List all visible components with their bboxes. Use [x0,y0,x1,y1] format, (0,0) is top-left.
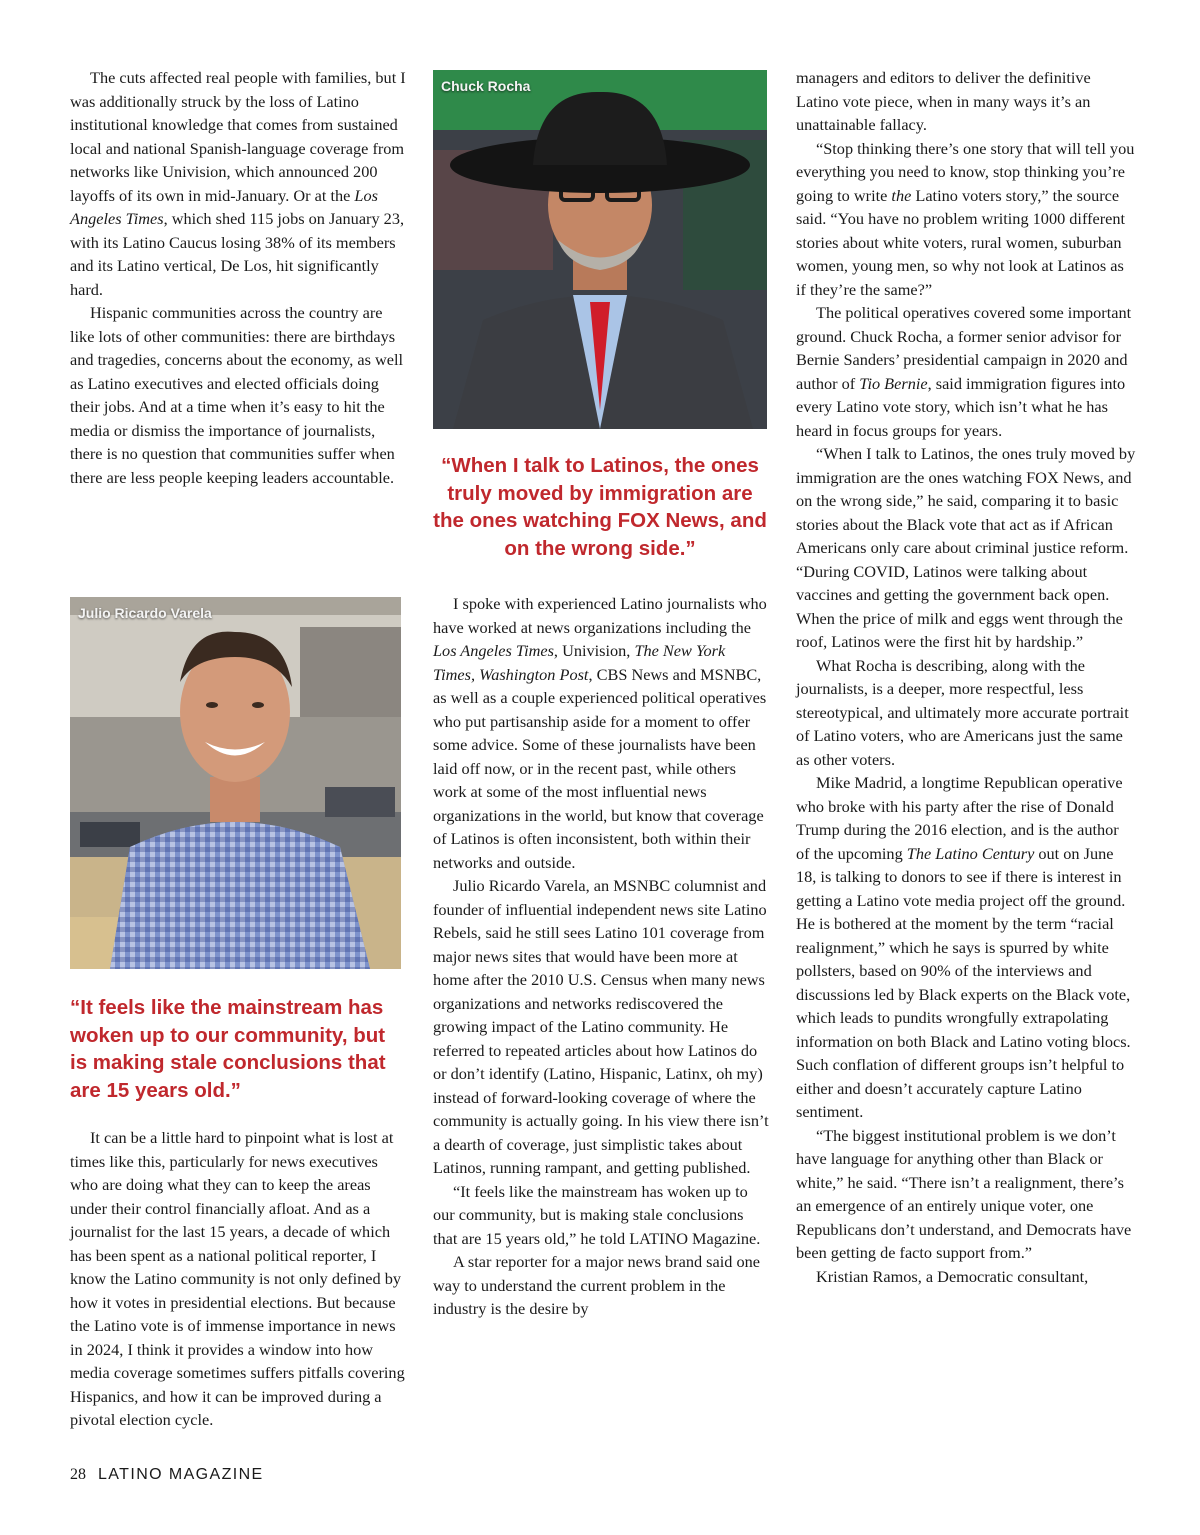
column-1-top-text [70,66,406,489]
paragraph: managers and editors to deliver the definitive Latino vote piece, when in many ways it’s an unattainable fallacy. [796,68,1091,134]
column-3-text [796,66,1136,1288]
paragraph: The political operatives covered some important ground. Chuck Rocha, a former senior advisor for Bernie Sanders’ presidential campaign in 2020 and author of Tio Bernie, said immigration figures into every Latino vote story, which isn’t what he has heard in focus groups for years. [796,303,1132,440]
rocha-portrait-image [433,70,767,429]
paragraph: I spoke with experienced Latino journalists who have worked at news organizations including the Los Angeles Times, Univision, The New York Times, Washington Post, CBS News and MSNBC, as well as a couple experienced political operatives who put partisanship aside for a moment to offer some advice. Some of these journalists have been laid off now, or in the recent past, while others work at some of the most influential news organizations in the world, but know that coverage of Latinos is often inconsistent, both within their networks and outside. [433,594,767,872]
paragraph: Hispanic communities across the country are like lots of other communities: there are birthdays and tragedies, concerns about the economy, as well as Latino executives and elected officials doing their jobs. And at a time when it’s easy to hit the media or dismiss the importance of journalists, there is no question that communities suffer when there are less people keeping leaders accountable. [70,303,404,487]
pull-quote-rocha: “When I talk to Latinos, the ones truly moved by immigration are the ones watching FOX News, and on the wrong side.” [433,454,767,560]
pull-quote-varela: “It feels like the mainstream has woken up to our community, but is making stale conclusions that are 15 years old.” [70,996,386,1102]
photo-chuck-rocha [433,70,767,429]
column-2-text [433,592,769,1321]
paragraph: Kristian Ramos, a Democratic consultant, [816,1266,1089,1286]
paragraph: “Stop thinking there’s one story that will tell you everything you need to know, stop thinking you’re going to write the Latino voters story,” the source said. “You have no problem writing 1000 different stories about white voters, rural women, suburban women, young men, so why not look at Latinos as if they’re the same?” [796,138,1135,299]
paragraph: The cuts affected real people with families, but I was additionally struck by the loss of Latino institutional knowledge that comes from sustained local and national Spanish-language coverage from networks like Univision, which announced 200 layoffs of its own in mid-January. Or at the Los Angeles Times, which shed 115 jobs on January 23, with its Latino Caucus losing 38% of its members and its Latino vertical, De Los, hit significantly hard. [70,68,406,299]
photo-caption: Julio Ricardo Varela [78,605,212,621]
varela-portrait-image [70,597,401,969]
paragraph: Mike Madrid, a longtime Republican operative who broke with his party after the rise of Donald Trump during the 2016 election, and is the author of the upcoming The Latino Century out on June 18, is talking to donors to see if there is interest in getting a Latino vote media project off the ground. He is bothered at the moment by the term “racial realignment,” which he says is spurred by white pollsters, based on 90% of the interviews and discussions led by Black experts on the Black vote, which leads to pundits wrongfully extrapolating information on both Black and Latino voting blocs. Such conflation of different groups isn’t helpful to either and doesn’t accurately capture Latino sentiment. [796,773,1131,1121]
photo-caption: Chuck Rocha [441,78,531,94]
paragraph: It can be a little hard to pinpoint what is lost at times like this, particularly for news executives who are doing what they can to keep the areas under their control financially afloat. And as a journalist for the last 15 years, a decade of which has been spent as a national political reporter, I know the Latino community is not only defined by how it votes in presidential elections. But because the Latino vote is of immense importance in news in 2024, I think it provides a window into how media coverage sometimes suffers pitfalls covering Hispanics, and how it can be improved during a pivotal election cycle. [70,1128,405,1429]
paragraph: What Rocha is describing, along with the journalists, is a deeper, more respectful, less stereotypical, and ultimately more accurate portrait of Latino voters, who are Americans just the same as other voters. [796,655,1129,769]
paragraph: “The biggest institutional problem is we don’t have language for anything other than Black or white,” he said. “There isn’t a realignment, there’s an emergence of an entirely unique voter, one Republicans don’t understand, and Democrats have been getting de facto support from.” [796,1125,1132,1262]
page-footer [70,1466,264,1484]
page-number: 28 [70,1466,86,1483]
column-1-bottom-text [70,1126,406,1432]
photo-julio-ricardo-varela [70,597,401,969]
publication-name: LATINO MAGAZINE [98,1466,264,1483]
paragraph: “When I talk to Latinos, the ones truly moved by immigration are the ones watching FOX News, and on the wrong side,” he said, comparing it to basic stories about the Black vote that act as if African Americans only care about criminal justice reform. “During COVID, Latinos were talking about vaccines and getting the government back open. When the price of milk and eggs went through the roof, Latinos were the first hit by hardship.” [796,444,1136,651]
paragraph: “It feels like the mainstream has woken up to our community, but is making stale conclusions that are 15 years old,” he told LATINO Magazine. [433,1181,761,1248]
paragraph: A star reporter for a major news brand said one way to understand the current problem in the industry is the desire by [433,1252,760,1318]
paragraph: Julio Ricardo Varela, an MSNBC columnist and founder of influential independent news site Latino Rebels, said he still sees Latino 101 coverage from major news sites that would have been more at home after the 2010 U.S. Census when many news organizations and networks rediscovered the growing impact of the Latino community. He referred to repeated articles about how Latinos do or don’t identify (Latino, Hispanic, Latinx, oh my) instead of forward-looking coverage of where the community is actually going. In his view there isn’t a dearth of coverage, just simplistic takes about Latinos, running rampant, and getting published. [433,876,769,1177]
